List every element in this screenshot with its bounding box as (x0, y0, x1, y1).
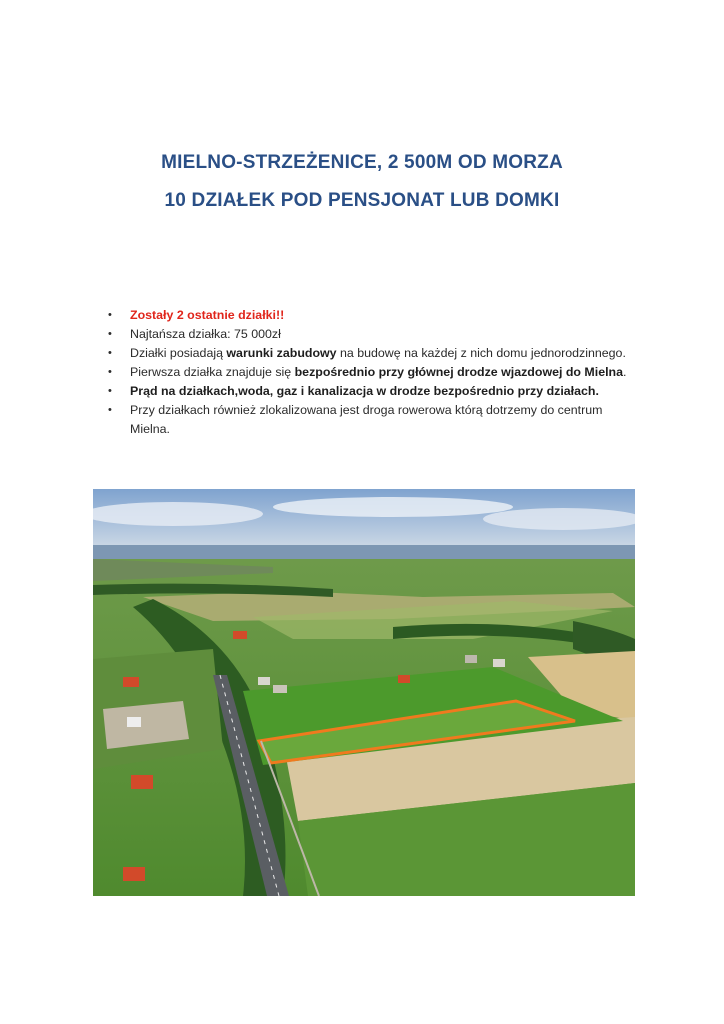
bullet-icon: • (108, 404, 112, 416)
bullet-icon: • (108, 309, 112, 321)
availability-notice: Zostały 2 ostatnie działki!! (130, 308, 285, 322)
list-text: Pierwsza działka znajduje się (130, 365, 295, 379)
list-text-bold: bezpośrednio przy głównej drodze wjazdowej do Mielna (294, 365, 623, 379)
page-title-line-1: MIELNO-STRZEŻENICE, 2 500M OD MORZA (161, 152, 563, 173)
list-item (106, 306, 636, 325)
list-text-bold: warunki zabudowy (226, 346, 337, 360)
list-item (106, 325, 636, 344)
bullet-icon: • (108, 328, 112, 340)
feature-list (106, 306, 636, 439)
list-text: Przy działkach również zlokalizowana jest droga rowerowa którą dotrzemy do centrum Mielna. (130, 403, 603, 436)
list-text: Działki posiadają (130, 346, 227, 360)
aerial-photo-illustration (93, 489, 635, 896)
list-text: na budowę na każdej z nich domu jednorodzinnego. (336, 346, 626, 360)
bullet-icon: • (108, 347, 112, 359)
list-item (106, 401, 636, 439)
list-text-bold: Prąd na działkach,woda, gaz i kanalizacja w drodze bezpośrednio przy działach. (130, 384, 599, 398)
list-item (106, 344, 636, 363)
list-item (106, 382, 636, 401)
list-item (106, 363, 636, 382)
price-text: Najtańsza działka: 75 000zł (130, 327, 281, 341)
bullet-icon: • (108, 366, 112, 378)
bullet-icon: • (108, 385, 112, 397)
list-text: . (623, 365, 627, 379)
page-title-line-2: 10 DZIAŁEK POD PENSJONAT LUB DOMKI (164, 190, 560, 211)
aerial-photo (93, 489, 635, 896)
